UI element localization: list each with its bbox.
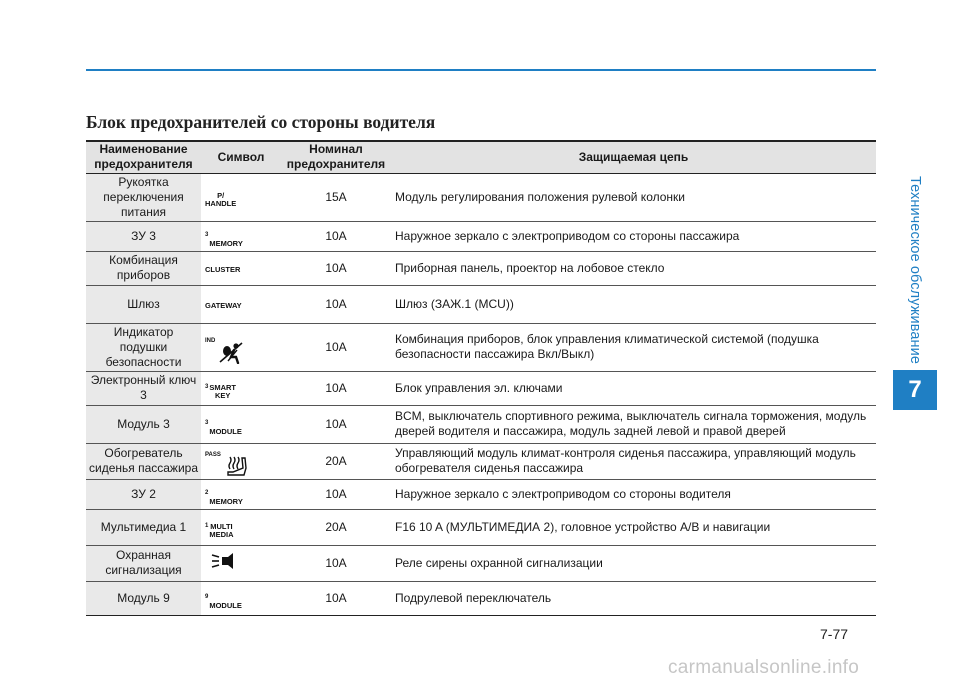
- fuse-rating: 10A: [281, 285, 391, 323]
- symbol-label: PASS: [205, 452, 221, 458]
- symbol-line: MEMORY: [209, 238, 243, 248]
- header-rating: Номинал предохранителя: [281, 141, 391, 173]
- cluster-symbol: [205, 266, 240, 274]
- fuse-rating: 10A: [281, 251, 391, 285]
- fuse-table-body: [86, 173, 876, 615]
- symbol-label: IND: [205, 337, 216, 344]
- multimedia-1-symbol: [205, 523, 234, 539]
- fuse-rating: 15A: [281, 173, 391, 221]
- alarm-horn-icon: [205, 552, 237, 570]
- section-heading: Блок предохранителей со стороны водителя: [86, 112, 436, 132]
- fuse-symbol: [201, 251, 281, 285]
- fuse-name: Комбинация приборов: [86, 251, 201, 285]
- airbag-indicator-icon: [205, 338, 243, 364]
- protected-circuit: Подрулевой переключатель: [391, 581, 876, 615]
- gateway-symbol: [205, 302, 242, 310]
- header-circuit: Защищаемая цепь: [391, 141, 876, 173]
- fuse-symbol: [201, 173, 281, 221]
- symbol-line: MEMORY: [209, 496, 243, 506]
- symbol-number: 2: [205, 489, 209, 496]
- fuse-symbol: [201, 509, 281, 545]
- fuse-symbol: [201, 443, 281, 479]
- fuse-name: Обогреватель сиденья пассажира: [86, 443, 201, 479]
- table-row: [86, 509, 876, 545]
- header-fuse-name: Наименование предохранителя: [86, 141, 201, 173]
- fuse-name: Модуль 9: [86, 581, 201, 615]
- symbol-number: 3: [205, 383, 209, 390]
- symbol-number: 9: [205, 593, 209, 600]
- fuse-name: ЗУ 2: [86, 479, 201, 509]
- protected-circuit: Модуль регулирования положения рулевой колонки: [391, 173, 876, 221]
- side-chapter-title-text: Техническое обслуживание: [907, 176, 923, 364]
- page-number: 7-77: [820, 626, 849, 642]
- table-row: [86, 545, 876, 581]
- side-chapter-title: [893, 176, 937, 364]
- fuse-symbol: [201, 405, 281, 443]
- table-row: [86, 173, 876, 221]
- chapter-number-badge: 7: [893, 370, 937, 410]
- fuse-table-header: [86, 141, 876, 173]
- fuse-symbol: [201, 285, 281, 323]
- fuse-name: Электронный ключ 3: [86, 371, 201, 405]
- protected-circuit: Блок управления эл. ключами: [391, 371, 876, 405]
- symbol-line: CLUSTER: [205, 264, 241, 274]
- memory-2-symbol: [205, 490, 243, 506]
- table-row: [86, 285, 876, 323]
- fuse-name: Охранная сигнализация: [86, 545, 201, 581]
- fuse-table: [86, 140, 876, 616]
- fuse-symbol: [201, 545, 281, 581]
- module-3-symbol: [205, 420, 242, 436]
- symbol-line: KEY: [214, 390, 231, 400]
- fuse-rating: 10A: [281, 545, 391, 581]
- fuse-symbol: [201, 581, 281, 615]
- symbol-line: SMART: [209, 382, 237, 392]
- protected-circuit: Управляющий модуль климат-контроля сиденья пассажира, управляющий модуль обогревателя сиденья пассажира: [391, 443, 876, 479]
- table-row: [86, 251, 876, 285]
- passenger-seat-heater-icon: [205, 452, 247, 477]
- protected-circuit: Шлюз (ЗАЖ.1 (MCU)): [391, 285, 876, 323]
- symbol-line: GATEWAY: [205, 300, 242, 310]
- airbag-figure-icon: [219, 342, 243, 364]
- fuse-rating: 20A: [281, 443, 391, 479]
- protected-circuit: F16 10 A (МУЛЬТИМЕДИА 2), головное устройство A/B и навигации: [391, 509, 876, 545]
- fuse-rating: 10A: [281, 479, 391, 509]
- table-row: [86, 221, 876, 251]
- fuse-name: Рукоятка переключения питания: [86, 173, 201, 221]
- table-row: [86, 443, 876, 479]
- fuse-name: ЗУ 3: [86, 221, 201, 251]
- smart-key-3-symbol: [205, 384, 236, 400]
- table-row: [86, 323, 876, 371]
- protected-circuit: Наружное зеркало с электроприводом со стороны водителя: [391, 479, 876, 509]
- fuse-rating: 20A: [281, 509, 391, 545]
- fuse-symbol: [201, 221, 281, 251]
- fuse-rating: 10A: [281, 323, 391, 371]
- symbol-number: 3: [205, 419, 209, 426]
- table-row: [86, 479, 876, 509]
- fuse-name: Мультимедиа 1: [86, 509, 201, 545]
- protected-circuit: Комбинация приборов, блок управления климатической системой (подушка безопасности пассажира Вкл/Выкл): [391, 323, 876, 371]
- fuse-rating: 10A: [281, 405, 391, 443]
- protected-circuit: Реле сирены охранной сигнализации: [391, 545, 876, 581]
- protected-circuit: BCM, выключатель спортивного режима, выключатель сигнала торможения, модуль дверей водителя и пассажира, модуль задней левой и правой дверей: [391, 405, 876, 443]
- header-symbol: Символ: [201, 141, 281, 173]
- fuse-rating: 10A: [281, 221, 391, 251]
- symbol-line: MULTI: [210, 521, 233, 531]
- symbol-line: MEDIA: [209, 529, 234, 539]
- header-row: [86, 141, 876, 173]
- symbol-number: 3: [205, 231, 209, 238]
- table-row: [86, 371, 876, 405]
- symbol-line: HANDLE: [205, 198, 237, 208]
- symbol-number: 1: [205, 522, 209, 529]
- top-rule: [86, 69, 876, 71]
- symbol-line: MODULE: [209, 426, 242, 436]
- fuse-name: Шлюз: [86, 285, 201, 323]
- fuse-rating: 10A: [281, 371, 391, 405]
- fuse-name: Индикатор подушки безопасности: [86, 323, 201, 371]
- table-row: [86, 581, 876, 615]
- symbol-line: MODULE: [209, 600, 242, 610]
- symbol-line: P/: [217, 190, 225, 200]
- table-row: [86, 405, 876, 443]
- fuse-rating: 10A: [281, 581, 391, 615]
- protected-circuit: Приборная панель, проектор на лобовое стекло: [391, 251, 876, 285]
- fuse-symbol: [201, 323, 281, 371]
- p-handle-symbol: [205, 192, 236, 208]
- protected-circuit: Наружное зеркало с электроприводом со стороны пассажира: [391, 221, 876, 251]
- watermark: carmanualsonline.info: [668, 657, 860, 678]
- seat-heater-icon: [225, 455, 247, 477]
- module-9-symbol: [205, 594, 242, 610]
- fuse-name: Модуль 3: [86, 405, 201, 443]
- memory-3-symbol: [205, 232, 243, 248]
- horn-icon: [211, 552, 237, 570]
- fuse-symbol: [201, 479, 281, 509]
- fuse-symbol: [201, 371, 281, 405]
